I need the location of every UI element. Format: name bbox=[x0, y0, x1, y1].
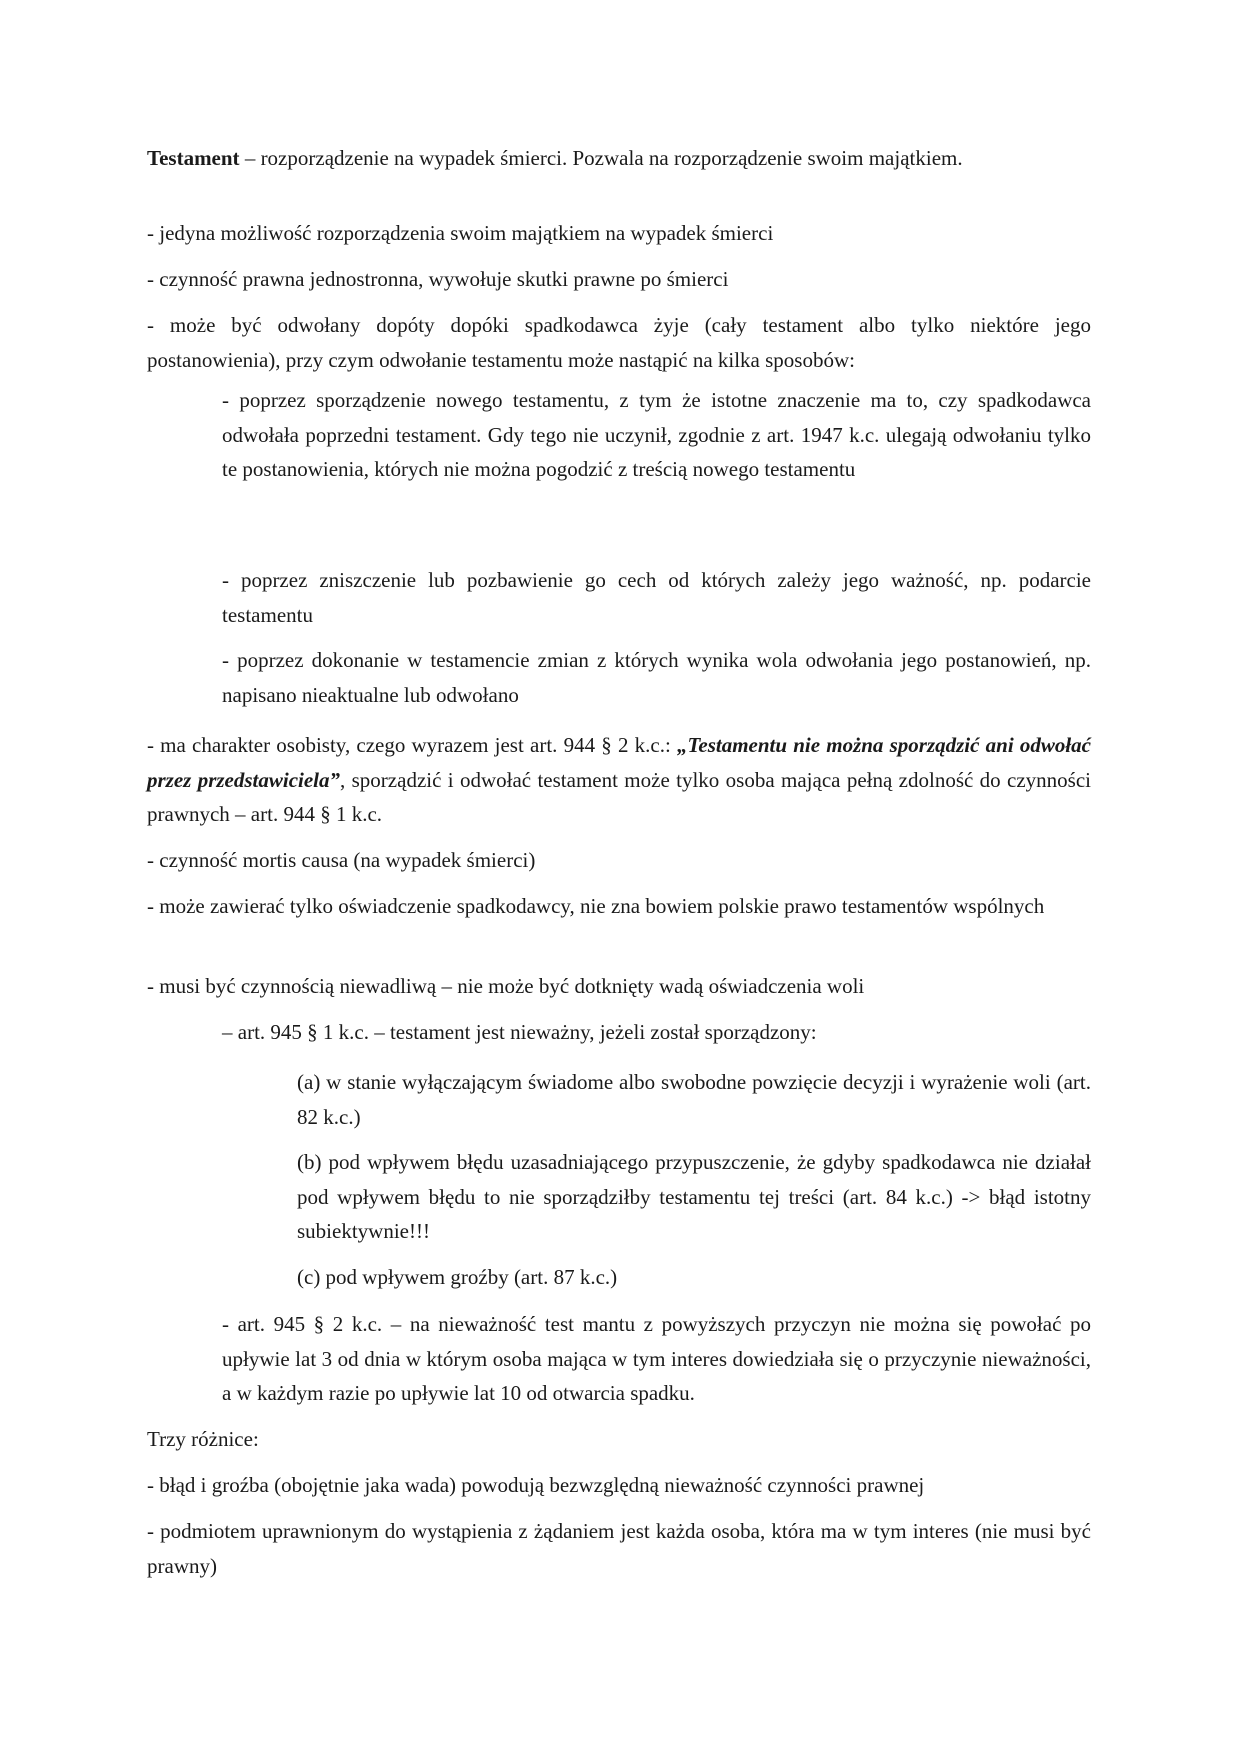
paragraph-9: - art. 945 § 2 k.c. – na nieważność test mantu z powyższych przyczyn nie można się powołać po upływie lat 3 od dnia w którym osoba mająca w tym interes dowiedziała się o przyczynie nieważności, a w każdym razie po upływie lat 10 od otwarcia spadku. bbox=[222, 1312, 1091, 1405]
paragraph-7: - musi być czynnością niewadliwą – nie może być dotknięty wadą oświadczenia woli bbox=[147, 974, 865, 998]
paragraph-2: - czynność prawna jednostronna, wywołuje skutki prawne po śmierci bbox=[147, 267, 729, 291]
p4-lead: - ma charakter osobisty, czego wyrazem jest art. 944 § 2 k.c.: bbox=[147, 733, 677, 757]
paragraph-4 bbox=[147, 728, 1091, 832]
sub-paragraph-2: - poprzez zniszczenie lub pozbawienie go cech od których zależy jego ważność, np. podarcie testamentu bbox=[222, 568, 1091, 627]
paragraph-11: - błąd i groźba (obojętnie jaka wada) powodują bezwzględną nieważność czynności prawnej bbox=[147, 1473, 925, 1497]
paragraph-5: - czynność mortis causa (na wypadek śmierci) bbox=[147, 848, 536, 872]
intro-text: – rozporządzenie na wypadek śmierci. Pozwala na rozporządzenie swoim majątkiem. bbox=[239, 146, 963, 170]
paragraph-1: - jedyna możliwość rozporządzenia swoim majątkiem na wypadek śmierci bbox=[147, 221, 774, 245]
p4-tail: , sporządzić i odwołać testament może tylko osoba mająca pełną zdolność do czynności prawnych – art. 944 § 1 k.c. bbox=[147, 767, 1091, 826]
paragraph-6: - może zawierać tylko oświadczenie spadkodawcy, nie zna bowiem polskie prawo testamentów wspólnych bbox=[147, 894, 1045, 918]
paragraph-10: Trzy różnice: bbox=[147, 1427, 259, 1451]
p4-quote: „Testamentu nie można sporządzić ani odwołać przez przedstawiciela” bbox=[147, 733, 1091, 792]
paragraph-3: - może być odwołany dopóty dopóki spadkodawca żyje (cały testament albo tylko niektóre jego postanowienia), przy czym odwołanie testamentu może nastąpić na kilka sposobów: bbox=[147, 313, 1091, 372]
list-item-a: (a) w stanie wyłączającym świadome albo swobodne powzięcie decyzji i wyrażenie woli (art. 82 k.c.) bbox=[297, 1070, 1091, 1129]
paragraph-intro bbox=[147, 141, 1091, 176]
paragraph-12: - podmiotem uprawnionym do wystąpienia z żądaniem jest każda osoba, która ma w tym interes (nie musi być prawny) bbox=[147, 1519, 1091, 1578]
paragraph-8: – art. 945 § 1 k.c. – testament jest nieważny, jeżeli został sporządzony: bbox=[222, 1020, 817, 1044]
list-item-b: (b) pod wpływem błędu uzasadniającego przypuszczenie, że gdyby spadkodawca nie działał pod wpływem błędu to nie sporządziłby testamentu tej treści (art. 84 k.c.) -> błąd istotny subiektywnie!!! bbox=[297, 1150, 1091, 1243]
list-item-c: (c) pod wpływem groźby (art. 87 k.c.) bbox=[297, 1265, 618, 1289]
sub-paragraph-3: - poprzez dokonanie w testamencie zmian z których wynika wola odwołania jego postanowień, np. napisano nieaktualne lub odwołano bbox=[222, 648, 1091, 707]
sub-paragraph-1: - poprzez sporządzenie nowego testamentu, z tym że istotne znaczenie ma to, czy spadkodawca odwołała poprzedni testament. Gdy tego nie uczynił, zgodnie z art. 1947 k.c. ulegają odwołaniu tylko te postanowienia, których nie można pogodzić z treścią nowego testamentu bbox=[222, 388, 1091, 481]
term-heading: Testament bbox=[147, 146, 240, 170]
